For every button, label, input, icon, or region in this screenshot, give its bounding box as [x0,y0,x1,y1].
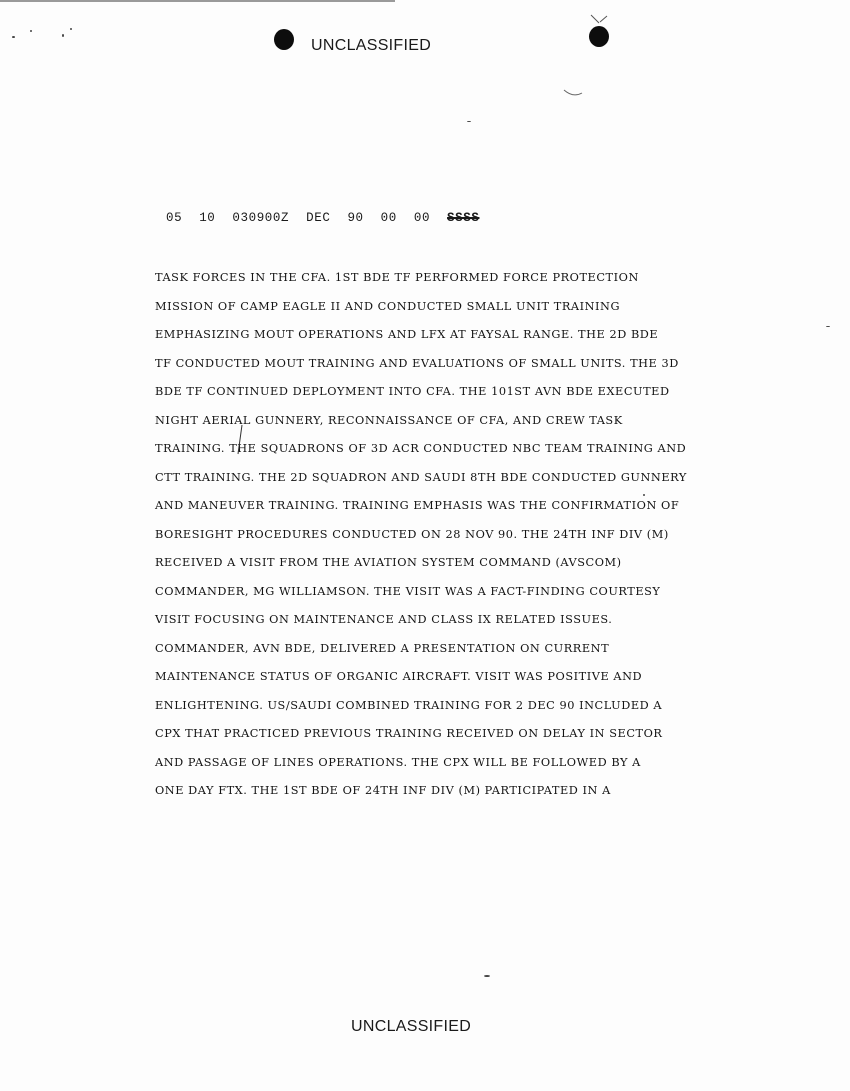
body-line: EMPHASIZING MOUT OPERATIONS AND LFX AT FAYSAL RANGE. THE 2D BDE [155,328,659,341]
body-line: ONE DAY FTX. THE 1ST BDE OF 24TH INF DIV (M) PARTICIPATED IN A [155,784,611,797]
message-header-line [166,211,479,225]
header-field: 00 [413,211,431,225]
body-line: COMMANDER, MG WILLIAMSON. THE VISIT WAS A FACT-FINDING COURTESY [155,584,661,598]
body-line: TRAINING. THE SQUADRONS OF 3D ACR CONDUCTED NBC TEAM TRAINING AND [155,442,687,455]
scan-speck [62,34,64,37]
scan-speck [826,326,830,327]
header-field: 030900Z [232,211,290,225]
document-body-text [155,268,735,810]
body-line: VISIT FOCUSING ON MAINTENANCE AND CLASS IX RELATED ISSUES. [155,613,613,626]
body-line: RECEIVED A VISIT FROM THE AVIATION SYSTEM COMMAND (AVSCOM) [155,556,622,569]
body-line: AND PASSAGE OF LINES OPERATIONS. THE CPX WILL BE FOLLOWED BY A [155,755,641,769]
body-line: NIGHT AERIAL GUNNERY, RECONNAISSANCE OF CFA, AND CREW TASK [155,413,623,427]
redacted-struck-marking: SSSS [447,211,480,225]
body-line: TF CONDUCTED MOUT TRAINING AND EVALUATIONS OF SMALL UNITS. THE 3D [155,356,679,370]
body-line: MISSION OF CAMP EAGLE II AND CONDUCTED SMALL UNIT TRAINING [155,299,621,313]
classification-marking-bottom: UNCLASSIFIED [351,1018,472,1035]
classification-marking-top: UNCLASSIFIED [311,37,432,54]
header-field: 05 [166,211,183,225]
header-field: DEC [306,211,331,225]
body-line: CTT TRAINING. THE 2D SQUADRON AND SAUDI 8TH BDE CONDUCTED GUNNERY [155,470,687,484]
body-line: COMMANDER, AVN BDE, DELIVERED A PRESENTATION ON CURRENT [155,641,610,655]
scan-edge-rule [0,0,395,2]
scan-speck [70,28,72,30]
punch-hole-right [589,26,609,47]
header-field: 90 [347,211,364,225]
body-line: BDE TF CONTINUED DEPLOYMENT INTO CFA. THE 101ST AVN BDE EXECUTED [155,385,670,398]
header-field: 00 [380,211,397,225]
body-line: TASK FORCES IN THE CFA. 1ST BDE TF PERFORMED FORCE PROTECTION [155,271,639,284]
header-field: 10 [199,211,216,225]
body-line: AND MANEUVER TRAINING. TRAINING EMPHASIS WAS THE CONFIRMATION OF [155,499,680,512]
scan-speck [30,30,32,32]
scan-speck [467,121,471,122]
punch-hole-left [274,29,294,50]
scan-smudge-mark [563,88,583,98]
body-line: CPX THAT PRACTICED PREVIOUS TRAINING RECEIVED ON DELAY IN SECTOR [155,727,663,740]
body-line: BORESIGHT PROCEDURES CONDUCTED ON 28 NOV 90. THE 24TH INF DIV (M) [155,527,669,541]
scan-speck [12,36,15,38]
handwritten-pen-mark [236,424,244,456]
body-line: MAINTENANCE STATUS OF ORGANIC AIRCRAFT. VISIT WAS POSITIVE AND [155,670,643,683]
body-line: ENLIGHTENING. US/SAUDI COMBINED TRAINING FOR 2 DEC 90 INCLUDED A [155,698,663,712]
scan-speck [484,975,490,977]
